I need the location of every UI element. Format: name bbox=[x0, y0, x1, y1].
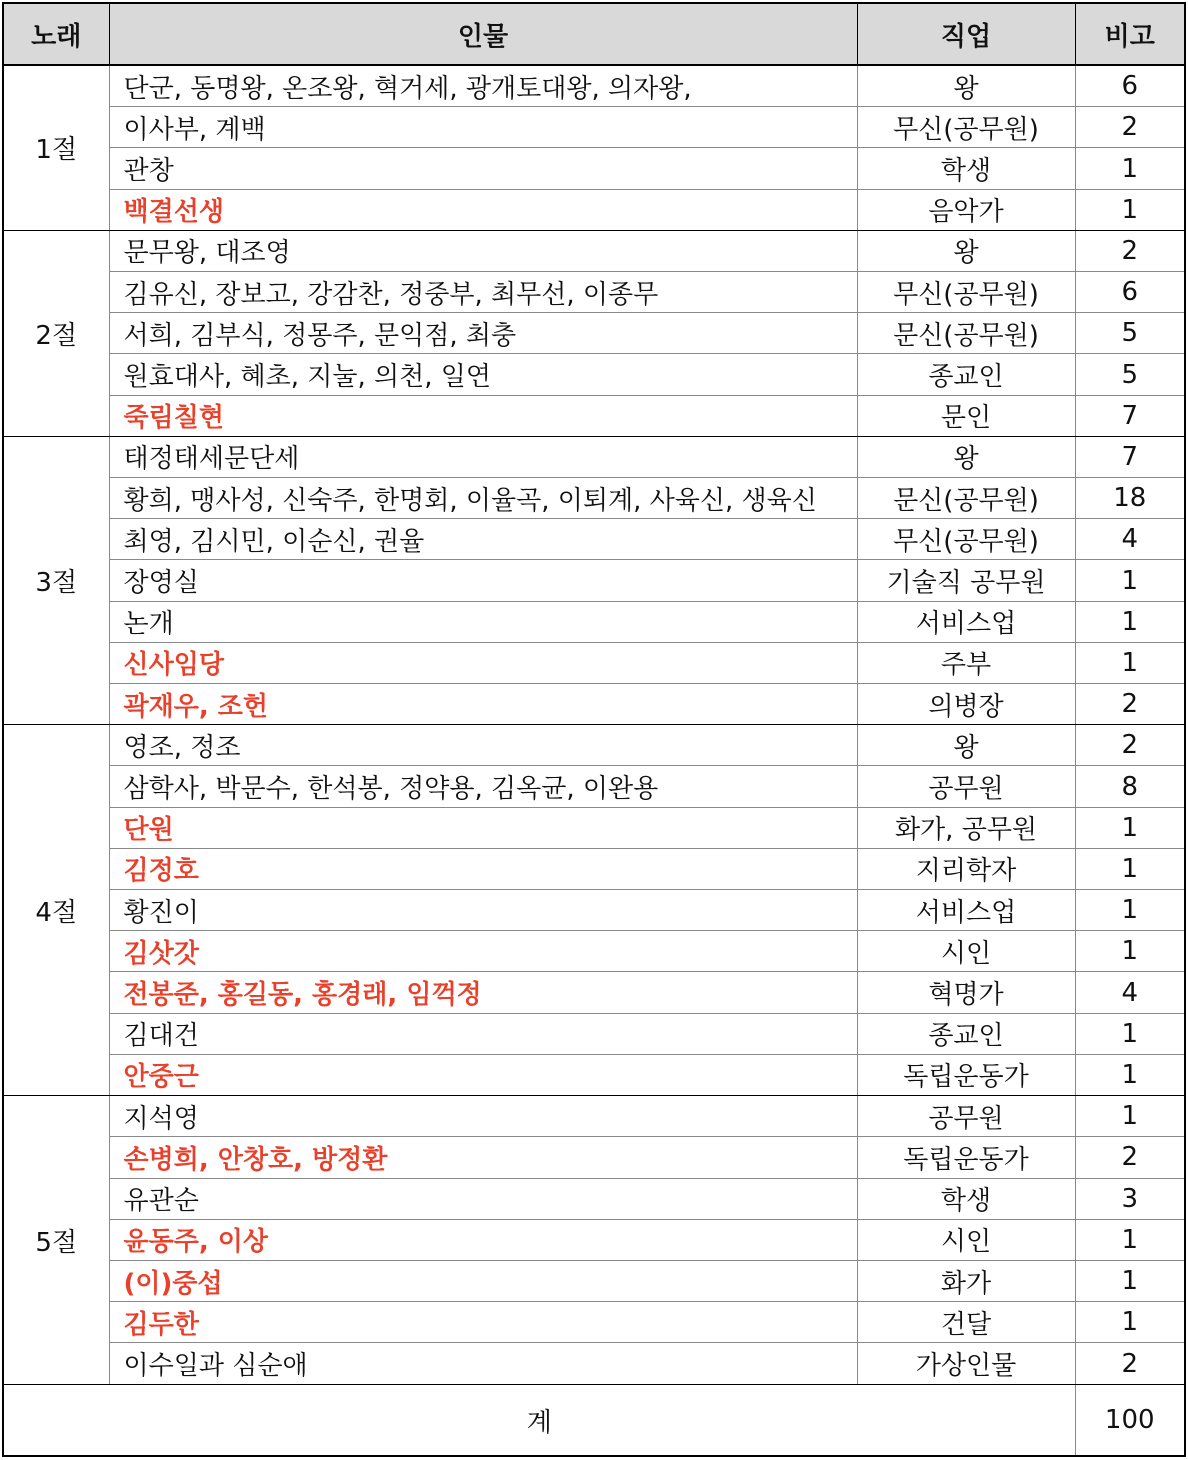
person-cell: 논개 bbox=[109, 601, 857, 642]
table-row bbox=[3, 684, 1185, 725]
person-cell: 문무왕, 대조영 bbox=[109, 230, 857, 271]
job-cell: 건달 bbox=[857, 1302, 1075, 1343]
job-cell: 왕 bbox=[857, 230, 1075, 271]
people-table bbox=[2, 2, 1186, 1457]
note-cell: 3 bbox=[1075, 1178, 1185, 1219]
header-note: 비고 bbox=[1075, 3, 1185, 65]
total-label: 계 bbox=[3, 1385, 1075, 1457]
person-cell: 황진이 bbox=[109, 890, 857, 931]
table-row bbox=[3, 65, 1185, 107]
table-row bbox=[3, 766, 1185, 807]
job-cell: 공무원 bbox=[857, 1096, 1075, 1137]
person-cell: 영조, 정조 bbox=[109, 725, 857, 766]
song-verse-label: 4절 bbox=[3, 725, 109, 1096]
note-cell: 1 bbox=[1075, 189, 1185, 230]
song-verse-label: 2절 bbox=[3, 230, 109, 436]
job-cell: 기술직 공무원 bbox=[857, 560, 1075, 601]
table-row bbox=[3, 560, 1185, 601]
person-cell: 안중근 bbox=[109, 1054, 857, 1095]
table-row bbox=[3, 1260, 1185, 1301]
note-cell: 6 bbox=[1075, 272, 1185, 313]
table-row bbox=[3, 1137, 1185, 1178]
table-row bbox=[3, 436, 1185, 477]
job-cell: 학생 bbox=[857, 148, 1075, 189]
table-row bbox=[3, 642, 1185, 683]
table-row bbox=[3, 107, 1185, 148]
table-row bbox=[3, 230, 1185, 271]
note-cell: 1 bbox=[1075, 560, 1185, 601]
table-row bbox=[3, 272, 1185, 313]
person-cell: 전봉준, 홍길동, 홍경래, 임꺽정 bbox=[109, 972, 857, 1013]
table-row bbox=[3, 1343, 1185, 1385]
job-cell: 무신(공무원) bbox=[857, 272, 1075, 313]
person-cell: 백결선생 bbox=[109, 189, 857, 230]
table-row bbox=[3, 395, 1185, 436]
header-song: 노래 bbox=[3, 3, 109, 65]
note-cell: 8 bbox=[1075, 766, 1185, 807]
table-row bbox=[3, 1013, 1185, 1054]
person-cell: 황희, 맹사성, 신숙주, 한명회, 이율곡, 이퇴계, 사육신, 생육신 bbox=[109, 478, 857, 519]
table-row bbox=[3, 601, 1185, 642]
person-cell: 유관순 bbox=[109, 1178, 857, 1219]
job-cell: 시인 bbox=[857, 931, 1075, 972]
job-cell: 화가 bbox=[857, 1260, 1075, 1301]
job-cell: 서비스업 bbox=[857, 601, 1075, 642]
note-cell: 1 bbox=[1075, 848, 1185, 889]
table-row bbox=[3, 354, 1185, 395]
header-job: 직업 bbox=[857, 3, 1075, 65]
table-row bbox=[3, 189, 1185, 230]
job-cell: 화가, 공무원 bbox=[857, 807, 1075, 848]
person-cell: 신사임당 bbox=[109, 642, 857, 683]
table-row bbox=[3, 1054, 1185, 1095]
person-cell: (이)중섭 bbox=[109, 1260, 857, 1301]
person-cell: 윤동주, 이상 bbox=[109, 1219, 857, 1260]
job-cell: 공무원 bbox=[857, 766, 1075, 807]
person-cell: 김대건 bbox=[109, 1013, 857, 1054]
song-verse-label: 1절 bbox=[3, 65, 109, 230]
person-cell: 최영, 김시민, 이순신, 권율 bbox=[109, 519, 857, 560]
note-cell: 1 bbox=[1075, 148, 1185, 189]
job-cell: 주부 bbox=[857, 642, 1075, 683]
table-row bbox=[3, 890, 1185, 931]
person-cell: 서희, 김부식, 정몽주, 문익점, 최충 bbox=[109, 313, 857, 354]
table-row bbox=[3, 519, 1185, 560]
person-cell: 삼학사, 박문수, 한석봉, 정약용, 김옥균, 이완용 bbox=[109, 766, 857, 807]
note-cell: 7 bbox=[1075, 436, 1185, 477]
person-cell: 곽재우, 조헌 bbox=[109, 684, 857, 725]
note-cell: 4 bbox=[1075, 972, 1185, 1013]
job-cell: 음악가 bbox=[857, 189, 1075, 230]
table-row bbox=[3, 848, 1185, 889]
person-cell: 김정호 bbox=[109, 848, 857, 889]
job-cell: 문신(공무원) bbox=[857, 313, 1075, 354]
job-cell: 시인 bbox=[857, 1219, 1075, 1260]
person-cell: 단군, 동명왕, 온조왕, 혁거세, 광개토대왕, 의자왕, bbox=[109, 65, 857, 107]
note-cell: 1 bbox=[1075, 890, 1185, 931]
note-cell: 1 bbox=[1075, 807, 1185, 848]
table-row bbox=[3, 1096, 1185, 1137]
job-cell: 문인 bbox=[857, 395, 1075, 436]
table-row bbox=[3, 725, 1185, 766]
note-cell: 2 bbox=[1075, 107, 1185, 148]
total-value: 100 bbox=[1075, 1385, 1185, 1457]
person-cell: 김두한 bbox=[109, 1302, 857, 1343]
note-cell: 18 bbox=[1075, 478, 1185, 519]
person-cell: 태정태세문단세 bbox=[109, 436, 857, 477]
job-cell: 학생 bbox=[857, 1178, 1075, 1219]
note-cell: 2 bbox=[1075, 1343, 1185, 1385]
person-cell: 단원 bbox=[109, 807, 857, 848]
person-cell: 손병희, 안창호, 방정환 bbox=[109, 1137, 857, 1178]
person-cell: 이사부, 계백 bbox=[109, 107, 857, 148]
job-cell: 왕 bbox=[857, 436, 1075, 477]
note-cell: 1 bbox=[1075, 1219, 1185, 1260]
table-row bbox=[3, 931, 1185, 972]
job-cell: 무신(공무원) bbox=[857, 519, 1075, 560]
note-cell: 4 bbox=[1075, 519, 1185, 560]
song-verse-label: 5절 bbox=[3, 1096, 109, 1385]
note-cell: 7 bbox=[1075, 395, 1185, 436]
job-cell: 왕 bbox=[857, 725, 1075, 766]
header-person: 인물 bbox=[109, 3, 857, 65]
note-cell: 1 bbox=[1075, 931, 1185, 972]
note-cell: 1 bbox=[1075, 601, 1185, 642]
table-row bbox=[3, 148, 1185, 189]
person-cell: 김유신, 장보고, 강감찬, 정중부, 최무선, 이종무 bbox=[109, 272, 857, 313]
note-cell: 1 bbox=[1075, 1302, 1185, 1343]
job-cell: 무신(공무원) bbox=[857, 107, 1075, 148]
table-row bbox=[3, 807, 1185, 848]
person-cell: 장영실 bbox=[109, 560, 857, 601]
note-cell: 2 bbox=[1075, 684, 1185, 725]
job-cell: 지리학자 bbox=[857, 848, 1075, 889]
job-cell: 서비스업 bbox=[857, 890, 1075, 931]
note-cell: 2 bbox=[1075, 1137, 1185, 1178]
note-cell: 1 bbox=[1075, 1260, 1185, 1301]
job-cell: 가상인물 bbox=[857, 1343, 1075, 1385]
note-cell: 1 bbox=[1075, 1096, 1185, 1137]
job-cell: 문신(공무원) bbox=[857, 478, 1075, 519]
note-cell: 6 bbox=[1075, 65, 1185, 107]
table-row bbox=[3, 1302, 1185, 1343]
person-cell: 원효대사, 혜초, 지눌, 의천, 일연 bbox=[109, 354, 857, 395]
job-cell: 혁명가 bbox=[857, 972, 1075, 1013]
note-cell: 2 bbox=[1075, 230, 1185, 271]
table-row bbox=[3, 1178, 1185, 1219]
note-cell: 1 bbox=[1075, 1054, 1185, 1095]
note-cell: 1 bbox=[1075, 1013, 1185, 1054]
song-verse-label: 3절 bbox=[3, 436, 109, 724]
person-cell: 지석영 bbox=[109, 1096, 857, 1137]
note-cell: 2 bbox=[1075, 725, 1185, 766]
note-cell: 1 bbox=[1075, 642, 1185, 683]
table-body bbox=[3, 65, 1185, 1385]
note-cell: 5 bbox=[1075, 354, 1185, 395]
person-cell: 관창 bbox=[109, 148, 857, 189]
job-cell: 종교인 bbox=[857, 1013, 1075, 1054]
table-row bbox=[3, 478, 1185, 519]
job-cell: 독립운동가 bbox=[857, 1137, 1075, 1178]
note-cell: 5 bbox=[1075, 313, 1185, 354]
table-row bbox=[3, 972, 1185, 1013]
header-row bbox=[3, 3, 1185, 65]
job-cell: 왕 bbox=[857, 65, 1075, 107]
table-wrapper bbox=[2, 2, 1184, 1457]
person-cell: 이수일과 심순애 bbox=[109, 1343, 857, 1385]
table-row bbox=[3, 1219, 1185, 1260]
job-cell: 종교인 bbox=[857, 354, 1075, 395]
table-row bbox=[3, 313, 1185, 354]
job-cell: 의병장 bbox=[857, 684, 1075, 725]
job-cell: 독립운동가 bbox=[857, 1054, 1075, 1095]
person-cell: 죽림칠현 bbox=[109, 395, 857, 436]
total-row bbox=[3, 1385, 1185, 1457]
person-cell: 김삿갓 bbox=[109, 931, 857, 972]
